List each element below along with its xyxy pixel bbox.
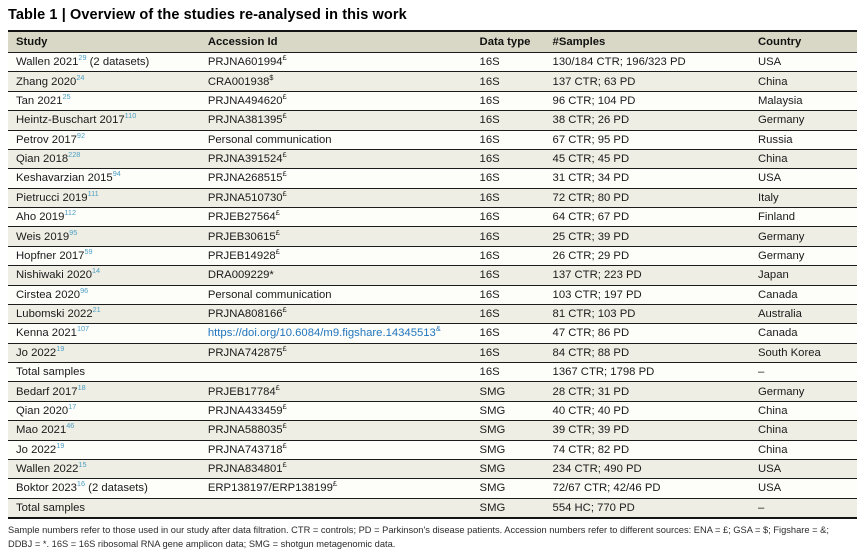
accession-cell <box>200 91 472 110</box>
study-cell <box>8 324 200 343</box>
accession-id <box>207 382 280 398</box>
table-row <box>8 53 857 72</box>
accession-source-superscript: £ <box>282 150 287 160</box>
data-type-cell: 16S <box>472 227 545 246</box>
table-row <box>8 91 857 110</box>
country-cell: Malaysia <box>750 91 857 110</box>
study-cell <box>8 401 200 420</box>
accession-text: PRJNA433459 <box>207 404 283 417</box>
study-cell <box>8 266 200 285</box>
accession-text: PRJNA834801 <box>207 463 283 476</box>
table-row <box>8 479 857 498</box>
reference-superscript: 96 <box>80 285 89 295</box>
country-cell: Russia <box>750 130 857 149</box>
reference-superscript: 29 <box>78 53 87 63</box>
accession-text: PRJEB17784 <box>207 385 276 398</box>
table-row <box>8 208 857 227</box>
accession-text: CRA001938 <box>207 75 270 88</box>
table-row <box>8 343 857 362</box>
samples-cell: 1367 CTR; 1798 PD <box>545 363 750 382</box>
reference-superscript: 46 <box>66 421 75 431</box>
page-title: Table 1 | Overview of the studies re-analysed in this work <box>8 7 407 23</box>
accession-cell <box>200 285 472 304</box>
accession-source-superscript: £ <box>282 421 287 431</box>
samples-cell: 137 CTR; 223 PD <box>545 266 750 285</box>
accession-id <box>208 134 332 146</box>
study-name: Tan 2021 <box>16 94 63 107</box>
data-type-cell: SMG <box>472 421 545 440</box>
study-cell <box>8 188 200 207</box>
data-type-cell: 16S <box>472 130 545 149</box>
country-cell: China <box>750 149 857 168</box>
data-type-cell: 16S <box>472 91 545 110</box>
country-cell: Germany <box>750 382 857 401</box>
accession-id <box>207 169 287 185</box>
study-cell <box>8 440 200 459</box>
table-row <box>8 421 857 440</box>
accession-text: ERP138197/ERP138199 <box>207 482 333 495</box>
accession-source-superscript: $ <box>269 72 274 82</box>
reference-superscript: 24 <box>76 72 85 82</box>
study-name: Zhang 2020 <box>16 75 77 88</box>
study-cell <box>8 343 200 362</box>
accession-id <box>208 269 274 281</box>
study-name: Heintz-Buschart 2017 <box>16 114 125 127</box>
country-cell: Germany <box>750 246 857 265</box>
samples-cell: 47 CTR; 86 PD <box>545 324 750 343</box>
data-type-cell: SMG <box>472 459 545 478</box>
samples-cell: 45 CTR; 45 PD <box>545 149 750 168</box>
country-cell: USA <box>757 56 782 69</box>
accession-cell <box>200 324 472 343</box>
reference-superscript: 110 <box>124 111 137 121</box>
header-row <box>8 31 857 53</box>
accession-cell <box>200 188 472 207</box>
accession-source-superscript: £ <box>275 382 280 392</box>
study-cell <box>8 149 200 168</box>
data-type-cell: 16S <box>472 304 545 323</box>
data-type-cell: 16S <box>472 363 545 382</box>
accession-source-superscript: £ <box>275 247 280 257</box>
samples-cell: 84 CTR; 88 PD <box>545 343 750 362</box>
study-name: Bedarf 2017 <box>16 385 78 398</box>
table-row <box>8 111 857 130</box>
data-type-cell: SMG <box>472 479 545 498</box>
accession-source-superscript: £ <box>275 227 280 237</box>
accession-source-superscript: £ <box>282 460 287 470</box>
study-name: Hopfner 2017 <box>16 249 85 262</box>
data-type-cell: 16S <box>472 208 545 227</box>
col-header-study: Study <box>8 31 200 53</box>
samples-cell: 74 CTR; 82 PD <box>545 440 750 459</box>
accession-text: Personal communication <box>207 288 332 301</box>
samples-cell: 554 HC; 770 PD <box>545 498 750 518</box>
accession-cell <box>200 246 472 265</box>
accession-text: PRJNA808166 <box>207 308 283 321</box>
accession-cell <box>200 149 472 168</box>
accession-source-superscript: £ <box>282 344 287 354</box>
samples-cell: 25 CTR; 39 PD <box>545 227 750 246</box>
reference-superscript: 14 <box>91 266 101 276</box>
study-cell <box>8 363 200 382</box>
accession-id <box>207 150 287 166</box>
accession-cell <box>200 421 472 440</box>
data-type-cell: 16S <box>472 285 545 304</box>
col-header-accession: Accession Id <box>200 31 472 53</box>
study-name: Nishiwaki 2020 <box>16 269 92 282</box>
study-name: Jo 2022 <box>16 346 57 359</box>
accession-cell <box>200 440 472 459</box>
table-row <box>8 459 857 478</box>
accession-text: PRJNA742875 <box>207 346 283 359</box>
reference-superscript: 21 <box>92 305 101 315</box>
table-row <box>8 440 857 459</box>
accession-cell <box>200 479 472 498</box>
accession-cell <box>200 208 472 227</box>
accession-cell <box>200 72 472 91</box>
study-cell <box>8 479 200 498</box>
accession-id <box>207 440 287 456</box>
data-type-cell: 16S <box>472 324 545 343</box>
study-cell <box>8 53 200 72</box>
col-header-samples: #Samples <box>545 31 750 53</box>
data-type-cell: 16S <box>472 246 545 265</box>
accession-id <box>207 92 287 107</box>
accession-text: PRJNA510730 <box>207 191 283 204</box>
accession-cell <box>200 459 472 478</box>
table-row <box>8 149 857 168</box>
study-cell <box>8 227 200 246</box>
study-name: Cirstea 2020 <box>16 288 81 301</box>
study-name: Petrov 2017 <box>16 133 77 146</box>
country-cell: USA <box>750 479 857 498</box>
accession-source-superscript: £ <box>282 92 287 102</box>
study-name: Aho 2019 <box>16 211 65 224</box>
table-row <box>8 188 857 207</box>
accession-id <box>207 111 287 127</box>
figshare-link[interactable] <box>207 324 441 340</box>
study-cell <box>8 169 200 188</box>
country-cell: – <box>750 498 857 518</box>
table-row <box>8 169 857 188</box>
data-type-cell: 16S <box>472 72 545 91</box>
study-cell <box>8 246 200 265</box>
accession-source-superscript: £ <box>282 53 287 63</box>
accession-id <box>207 189 287 204</box>
accession-cell <box>200 498 472 518</box>
accession-text: https://doi.org/10.6084/m9.figshare.14345513 <box>207 327 436 340</box>
country-cell: Germany <box>750 111 857 130</box>
reference-superscript: 228 <box>68 150 81 160</box>
table-row <box>8 72 857 91</box>
accession-id <box>207 227 280 243</box>
accession-source-superscript: £ <box>282 169 287 179</box>
accession-text: PRJNA268515 <box>207 172 283 185</box>
table-row <box>8 246 857 265</box>
accession-id <box>207 305 287 321</box>
country-cell: China <box>750 440 857 459</box>
reference-superscript: 19 <box>56 440 65 450</box>
accession-text: DRA009229* <box>207 269 274 282</box>
reference-superscript: 16 <box>76 479 86 489</box>
study-cell <box>8 421 200 440</box>
country-cell: China <box>750 72 857 91</box>
study-name: Qian 2018 <box>16 153 69 166</box>
data-type-cell: 16S <box>472 343 545 362</box>
reference-superscript: 112 <box>64 208 77 218</box>
samples-cell: 38 CTR; 26 PD <box>545 111 750 130</box>
study-name: Mao 2021 <box>16 424 67 437</box>
samples-cell: 40 CTR; 40 PD <box>545 401 750 420</box>
study-name: Qian 2020 <box>16 404 69 417</box>
study-name: Keshavarzian 2015 <box>16 172 113 185</box>
data-type-cell: 16S <box>472 149 545 168</box>
study-cell <box>8 91 200 110</box>
total-row <box>8 498 857 518</box>
study-cell <box>8 130 200 149</box>
accession-text: PRJNA601994 <box>207 56 283 69</box>
accession-text: PRJEB30615 <box>207 230 276 243</box>
table-row <box>8 304 857 323</box>
accession-text: PRJNA743718 <box>207 443 283 456</box>
accession-text: PRJNA391524 <box>207 153 283 166</box>
footnote-line: DDBJ = *. 16S = 16S ribosomal RNA gene amplicon data; SMG = shotgun metagenomic data. <box>8 538 396 549</box>
study-name: Wallen 2021 <box>16 56 79 69</box>
samples-cell: 137 CTR; 63 PD <box>545 72 750 91</box>
country-cell: Italy <box>750 188 857 207</box>
accession-id <box>207 479 337 495</box>
samples-cell: 26 CTR; 29 PD <box>545 246 750 265</box>
accession-text: PRJNA381395 <box>207 114 283 127</box>
samples-cell: 234 CTR; 490 PD <box>545 459 750 478</box>
samples-cell: 31 CTR; 34 PD <box>545 169 750 188</box>
data-type-cell: 16S <box>472 188 545 207</box>
country-cell: China <box>750 421 857 440</box>
accession-id <box>207 247 280 262</box>
accession-id <box>207 402 287 417</box>
data-type-cell: 16S <box>472 266 545 285</box>
samples-cell: 72 CTR; 80 PD <box>545 188 750 207</box>
reference-superscript: 94 <box>112 169 121 179</box>
accession-id <box>207 421 287 437</box>
study-name: Total samples <box>16 501 86 514</box>
accession-id <box>208 289 332 301</box>
country-cell: South Korea <box>750 343 857 362</box>
study-name: Lubomski 2022 <box>16 308 93 321</box>
study-cell <box>8 285 200 304</box>
accession-cell <box>200 266 472 285</box>
accession-source-superscript: & <box>435 324 441 334</box>
reference-superscript: 25 <box>62 92 71 102</box>
table-row <box>8 227 857 246</box>
data-type-cell: 16S <box>472 111 545 130</box>
data-type-cell: SMG <box>472 382 545 401</box>
reference-superscript: 17 <box>68 402 77 412</box>
samples-cell: 81 CTR; 103 PD <box>545 304 750 323</box>
study-name: Pietrucci 2019 <box>16 191 88 204</box>
accession-cell <box>200 227 472 246</box>
country-cell: Australia <box>750 304 857 323</box>
country-cell: USA <box>750 459 857 478</box>
reference-superscript: 59 <box>84 247 93 257</box>
table-row <box>8 401 857 420</box>
samples-cell: 39 CTR; 39 PD <box>545 421 750 440</box>
col-header-datatype: Data type <box>472 31 545 53</box>
table-row <box>8 324 857 343</box>
table-row <box>8 382 857 401</box>
accession-source-superscript: £ <box>282 189 287 199</box>
study-name: Boktor 2023 <box>16 482 77 495</box>
samples-cell: 130/184 CTR; 196/323 PD <box>552 56 686 69</box>
study-suffix: (2 datasets) <box>86 56 150 69</box>
country-cell: Finland <box>750 208 857 227</box>
samples-cell: 96 CTR; 104 PD <box>545 91 750 110</box>
samples-cell: 103 CTR; 197 PD <box>545 285 750 304</box>
samples-cell: 28 CTR; 31 PD <box>545 382 750 401</box>
table-row <box>8 266 857 285</box>
accession-cell <box>200 363 472 382</box>
data-type-cell: 16S <box>472 169 545 188</box>
study-cell <box>8 382 200 401</box>
reference-superscript: 92 <box>76 130 86 140</box>
accession-cell <box>200 53 472 72</box>
accession-cell <box>200 169 472 188</box>
accession-id <box>207 53 287 69</box>
study-name: Wallen 2022 <box>16 463 79 476</box>
accession-id <box>207 344 287 359</box>
samples-cell: 67 CTR; 95 PD <box>545 130 750 149</box>
total-row <box>8 363 857 382</box>
accession-text: PRJNA588035 <box>207 424 283 437</box>
data-type-cell: SMG <box>472 498 545 518</box>
study-name: Weis 2019 <box>16 230 70 243</box>
study-name: Kenna 2021 <box>16 327 77 340</box>
study-cell <box>8 498 200 518</box>
accession-id <box>207 208 280 224</box>
data-type-cell: 16S <box>479 56 500 69</box>
accession-text: PRJEB14928 <box>207 249 276 262</box>
reference-superscript: 18 <box>77 382 86 392</box>
study-suffix: (2 datasets) <box>85 482 148 495</box>
data-type-cell: SMG <box>472 401 545 420</box>
samples-cell: 72/67 CTR; 42/46 PD <box>545 479 750 498</box>
reference-superscript: 15 <box>78 460 87 470</box>
reference-superscript: 107 <box>76 324 90 334</box>
accession-cell <box>200 343 472 362</box>
accession-cell <box>200 304 472 323</box>
studies-table <box>8 30 857 519</box>
accession-source-superscript: £ <box>332 479 337 489</box>
study-name: Total samples <box>16 366 86 379</box>
accession-cell <box>200 401 472 420</box>
samples-cell: 64 CTR; 67 PD <box>545 208 750 227</box>
study-cell <box>8 111 200 130</box>
study-cell <box>8 459 200 478</box>
accession-cell <box>200 130 472 149</box>
accession-source-superscript: £ <box>282 402 287 412</box>
accession-source-superscript: £ <box>282 111 287 121</box>
study-cell <box>8 208 200 227</box>
footnote-line: Sample numbers refer to those used in our study after data filtration. CTR = controls; PD = Parkinson's disease patients. Accession numbers refer to different sources: ENA = £; GSA = $; Figshare = &; <box>8 525 829 535</box>
reference-superscript: 95 <box>69 227 78 237</box>
country-cell: China <box>750 401 857 420</box>
table-footnote <box>8 519 857 551</box>
accession-id <box>207 72 274 88</box>
accession-source-superscript: £ <box>282 440 287 450</box>
accession-source-superscript: £ <box>282 305 287 315</box>
study-name: Jo 2022 <box>16 443 57 456</box>
accession-source-superscript: £ <box>275 208 280 218</box>
col-header-country: Country <box>750 31 857 53</box>
country-cell: Germany <box>750 227 857 246</box>
table-row <box>8 130 857 149</box>
study-cell <box>8 304 200 323</box>
country-cell: Japan <box>750 266 857 285</box>
country-cell: – <box>750 363 857 382</box>
reference-superscript: 19 <box>56 344 65 354</box>
accession-cell <box>200 382 472 401</box>
accession-id <box>207 460 287 476</box>
accession-text: PRJNA494620 <box>207 94 283 107</box>
data-type-cell: SMG <box>472 440 545 459</box>
accession-cell <box>200 111 472 130</box>
study-cell <box>8 72 200 91</box>
country-cell: Canada <box>750 324 857 343</box>
country-cell: Canada <box>750 285 857 304</box>
country-cell: USA <box>750 169 857 188</box>
accession-text: Personal communication <box>207 133 332 146</box>
table-row <box>8 285 857 304</box>
accession-text: PRJEB27564 <box>207 211 276 224</box>
reference-superscript: 111 <box>87 189 99 199</box>
